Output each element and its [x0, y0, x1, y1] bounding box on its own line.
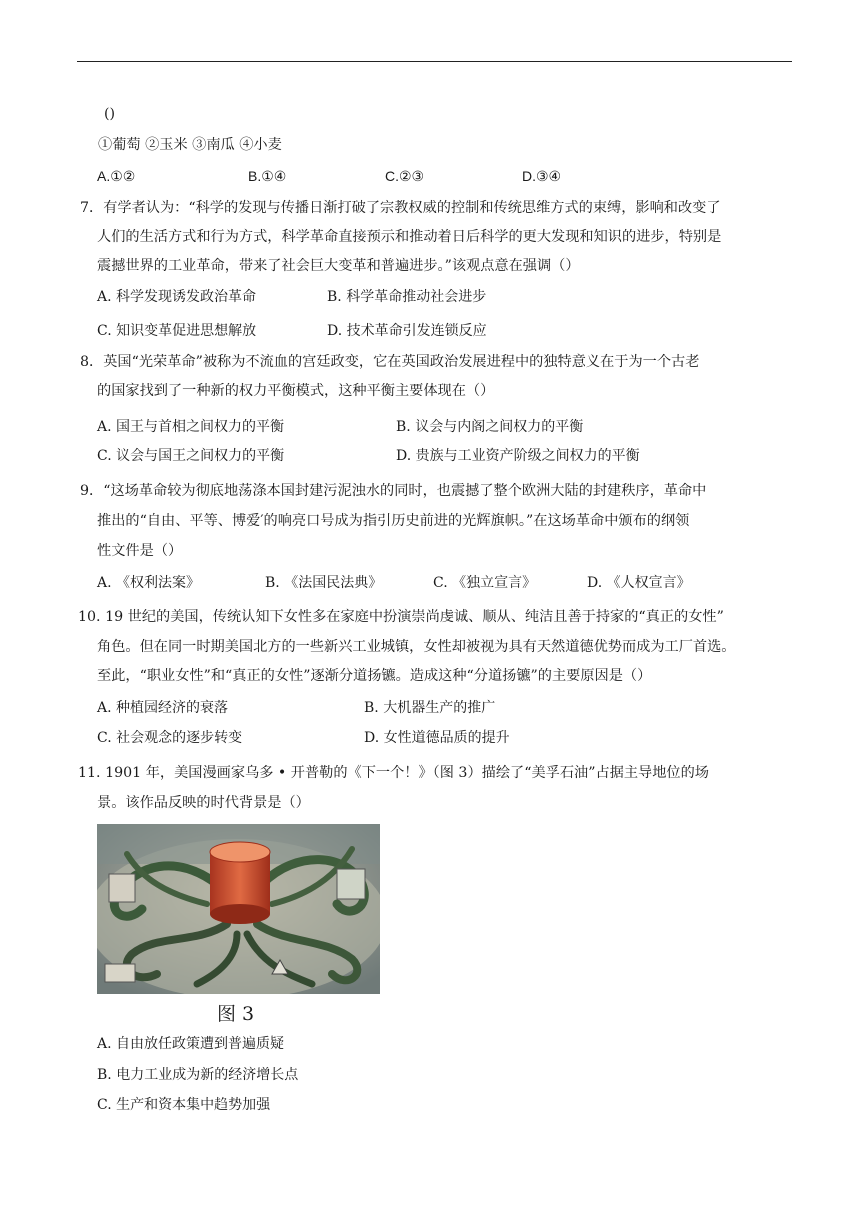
q8-stem-line-1: 8．英国“光荣革命”被称为不流血的宫廷政变，它在英国政治发展进程中的独特意义在于为一个古老	[80, 354, 700, 370]
q9-stem-line-1: 9．“这场革命较为彻底地荡涤本国封建污泥浊水的同时，也震撼了整个欧洲大陆的封建秩序，革命中	[80, 483, 707, 499]
q11-option-c: C. 生产和资本集中趋势加强	[97, 1097, 271, 1113]
q10-stem-line-1: 10. 19 世纪的美国，传统认知下女性多在家庭中扮演崇尚虔诚、顺从、纯洁且善于持家的“真正的女性”	[78, 609, 724, 625]
header-rule	[77, 61, 792, 62]
q7-stem-line-2: 人们的生活方式和行为方式，科学革命直接预示和推动着日后科学的更大发现和知识的进步，特别是	[97, 229, 722, 245]
q10-stem-line-2: 角色。但在同一时期美国北方的一些新兴工业城镇，女性却被视为具有天然道德优势而成为工厂首选。	[97, 639, 736, 655]
q8-option-d: D. 贵族与工业资产阶级之间权力的平衡	[396, 448, 640, 464]
q7-option-c: C. 知识变革促进思想解放	[97, 323, 257, 339]
q7-option-a: A. 科学发现诱发政治革命	[97, 289, 257, 305]
q6-option-c: C.②③	[385, 168, 425, 184]
q10-option-c: C. 社会观念的逐步转变	[97, 730, 243, 746]
q7-stem-line-3: 震撼世界的工业革命，带来了社会巨大变革和普遍进步。”该观点意在强调（）	[97, 258, 580, 274]
q6-option-d: D.③④	[522, 168, 562, 184]
q10-stem-line-3: 至此，“职业女性”和“真正的女性”逐渐分道扬镳。造成这种“分道扬镳”的主要原因是（）	[97, 668, 652, 684]
q6-option-a: A.①②	[97, 168, 136, 184]
q9-stem-line-2: 推出的“自由、平等、博爱′的响亮口号成为指引历史前进的光辉旗帜。”在这场革命中颁布的纲领	[97, 513, 690, 529]
q9-option-a: A. 《权利法案》	[97, 575, 201, 591]
q10-option-b: B. 大机器生产的推广	[364, 700, 496, 716]
figure-caption: 图 3	[217, 1003, 255, 1025]
q9-option-b: B. 《法国民法典》	[265, 575, 383, 591]
q7-stem-line-1: 7．有学者认为：“科学的发现与传播日渐打破了宗教权威的控制和传统思维方式的束缚，影响和改变了	[80, 200, 721, 216]
q7-option-d: D. 技术革命引发连锁反应	[327, 323, 487, 339]
q6-paren: ()	[104, 106, 116, 122]
q11-option-a: A. 自由放任政策遭到普遍质疑	[97, 1036, 285, 1052]
q6-items: ①葡萄 ②玉米 ③南瓜 ④小麦	[98, 137, 282, 153]
q9-option-c: C. 《独立宣言》	[433, 575, 537, 591]
q10-option-d: D. 女性道德品质的提升	[364, 730, 510, 746]
q9-option-d: D. 《人权宣言》	[587, 575, 691, 591]
q11-option-b: B. 电力工业成为新的经济增长点	[97, 1067, 299, 1083]
q8-stem-line-2: 的国家找到了一种新的权力平衡模式，这种平衡主要体现在（）	[97, 383, 495, 399]
q11-stem-line-2: 景。该作品反映的时代背景是（）	[97, 795, 310, 811]
q8-option-a: A. 国王与首相之间权力的平衡	[97, 419, 285, 435]
q7-option-b: B. 科学革命推动社会进步	[327, 289, 487, 305]
q8-option-b: B. 议会与内阁之间权力的平衡	[396, 419, 584, 435]
q11-stem-line-1: 11. 1901 年，美国漫画家乌多 • 开普勒的《下一个！》（图 3）描绘了“美孚石油”占据主导地位的场	[78, 765, 709, 781]
cartoon-image	[97, 824, 380, 994]
q8-option-c: C. 议会与国王之间权力的平衡	[97, 448, 285, 464]
q9-stem-line-3: 性文件是（）	[97, 543, 183, 559]
q6-option-b: B.①④	[248, 168, 287, 184]
q10-option-a: A. 种植园经济的衰落	[97, 700, 229, 716]
